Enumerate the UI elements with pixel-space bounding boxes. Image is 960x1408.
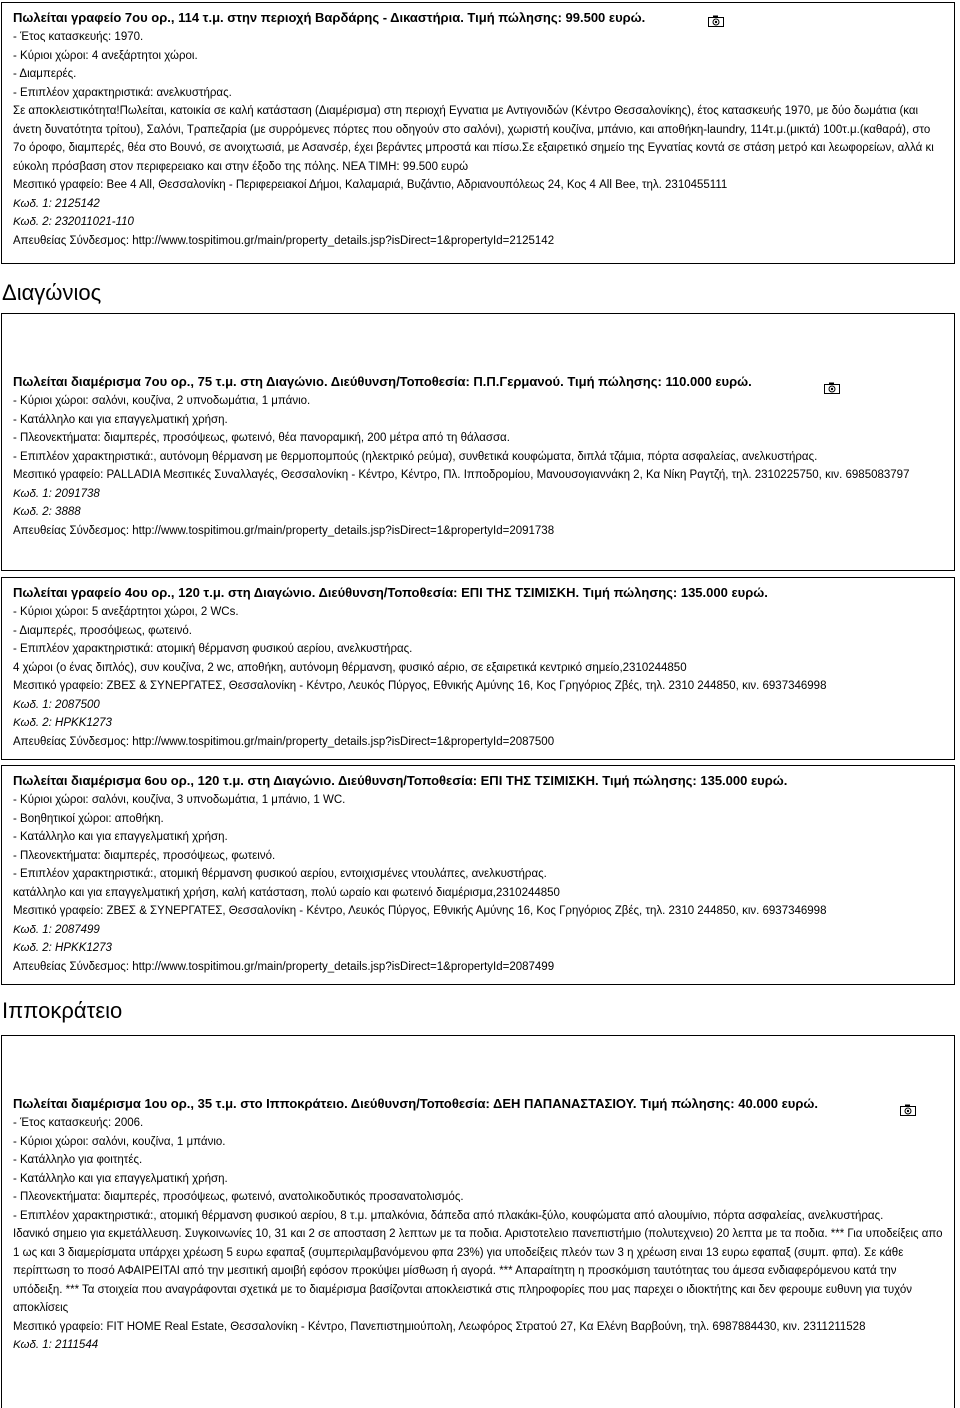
listing-line: - Κατάλληλο για φοιτητές.: [13, 1154, 143, 1166]
section-heading: Ιπποκράτειο: [2, 998, 123, 1023]
listing-agency: Μεσιτικό γραφείο: ΖΒΕΣ & ΣΥΝΕΡΓΑΤΕΣ, Θεσσαλονίκη - Κέντρο, Λευκός Πύργος, Εθνικής Αμύνης 16, Κος Γρηγόριος Ζβές, τηλ. 2310 244850, κιν. 6937346998: [13, 680, 827, 692]
listing-card: [1, 765, 955, 985]
listing-direct-link[interactable]: Απευθείας Σύνδεσμος: http://www.tospitimou.gr/main/property_details.jsp?isDirect=1&propertyId=2087499: [13, 960, 555, 973]
listing-line: - Βοηθητικοί χώροι: αποθήκη.: [13, 812, 164, 825]
listing-code-1: Κωδ. 1: 2091738: [13, 487, 100, 500]
listing-description: κατάλληλο και για επαγγελματική χρήση, καλή κατάσταση, πολύ ωραίο και φωτεινό διαμέρισμα,2310244850: [13, 886, 560, 899]
listing-line: - Επιπλέον χαρακτηριστικά:, αυτόνομη θέρμανση με θερμοπομπούς (ηλεκτρικό ρεύμα), συνθετικά κουφώματα, διπλά τζάμια, πόρτα ασφαλείας, ανελκυστήρας.: [13, 450, 818, 463]
listing-code-1: Κωδ. 1: 2087500: [13, 698, 100, 711]
listing-line: - Πλεονεκτήματα: διαμπερές, προσόψεως, φωτεινό, θέα πανοραμική, 200 μέτρα από τη θάλασσα.: [13, 432, 510, 444]
listing-code-1: Κωδ. 1: 2125142: [13, 197, 100, 210]
listing-direct-link[interactable]: Απευθείας Σύνδεσμος: http://www.tospitimou.gr/main/property_details.jsp?isDirect=1&propertyId=2125142: [13, 234, 555, 247]
listing-agency: Μεσιτικό γραφείο: PALLADIA Μεσιτικές Συναλλαγές, Θεσσαλονίκη - Κέντρο, Κέντρο, Πλ. Ιπποδρομίου, Μανουσογιαννάκη 2, Κα Νίκη Ραγτζή, τηλ. 2310225750, κιν. 6985083797: [13, 469, 910, 481]
listing-card: [1, 2, 955, 264]
section-heading: Διαγώνιος: [2, 280, 102, 305]
listing-line: - Κύριοι χώροι: 4 ανεξάρτητοι χώροι.: [13, 49, 198, 62]
listing-line: - Πλεονεκτήματα: διαμπερές, προσόψεως, φωτεινό, ανατολικοδυτικός προσανατολισμός.: [13, 1191, 464, 1203]
listing-title: Πωλείται διαμέρισμα 7ου ορ., 75 τ.μ. στη Διαγώνιο. Διεύθυνση/Τοποθεσία: Π.Π.Γερμανού. Τιμή πώλησης: 110.000 ευρώ.: [13, 374, 752, 389]
listing-agency: Μεσιτικό γραφείο: FIT HOME Real Estate, Θεσσαλονίκη - Κέντρο, Πανεπιστημιούπολη, Λεωφόρος Στρατού 27, Κα Ελένη Βαρβούνη, τηλ. 6987884430, κιν. 2311211528: [13, 1320, 866, 1333]
listing-code-2: Κωδ. 2: 232011021-110: [13, 216, 134, 228]
listing-line: - Διαμπερές.: [13, 68, 77, 80]
listing-code-1: Κωδ. 1: 2111544: [13, 1339, 99, 1351]
listing-title: Πωλείται γραφείο 7ου ορ., 114 τ.μ. στην περιοχή Βαρδάρης - Δικαστήρια. Τιμή πώλησης: 99.500 ευρώ.: [13, 10, 646, 25]
camera-icon[interactable]: [824, 382, 840, 394]
listing-line: - Κατάλληλο και για επαγγελματική χρήση.: [13, 413, 228, 426]
listing-line: - Κύριοι χώροι: 5 ανεξάρτητοι χώροι, 2 WCs.: [13, 606, 239, 618]
listing-line: - Κατάλληλο και για επαγγελματική χρήση.: [13, 831, 228, 843]
listing-description: Ιδανικό σημειο για εκμετάλλευση. Συγκοινωνίες 10, 31 και 2 σε αποσταση 2 λεπτων με τα ποδια. Αριστοτελειο πανεπιστήμιο (πολυτεχνειο) 20 λεπτα με τα ποδια. *** Για υποδείξεις απο 1 ως και 3 διαμερίσματα υπάρχει χρέωση 5 ευρω εφαπαξ (συμπεριλαμβανόμενου φπα 23%) για υποδείξεις πλεόν των 3 η χρέωση ειναι 13 ευρω εφαπαξ (συμπ. φπα). Σε κάθε περίπτωση το ποσό ΑΦΑΙΡΕΙΤΑΙ από την μεσιτική αμοιβή εφόσον προκύψει μίσθωση ή αγορά. *** Απαραίτητη η προσκόμιση ταυτότητας του άμεσα ενδιαφερόμενου κατά την υπόδειξη. *** Τα στοιχεία που αναγράφονται σχετικά με το διαμέρισμα βασίζονται αποκλειστικά στις πληροφορίες που μας παρεχει ο ιδιοκτήτης και δεν φερουμε ευθυνη για τυχόν αποκλίσεις: [13, 1228, 943, 1314]
listing-line: - Έτος κατασκευής: 2006.: [13, 1117, 144, 1129]
listing-line: - Κατάλληλο και για επαγγελματική χρήση.: [13, 1172, 228, 1185]
camera-icon[interactable]: [708, 15, 724, 27]
listing-line: - Επιπλέον χαρακτηριστικά:, ατομική θέρμανση φυσικού αερίου, εντοιχισμένες ντουλάπες, ανελκυστήρας.: [13, 868, 547, 880]
listing-line: - Επιπλέον χαρακτηριστικά: ατομική θέρμανση φυσικού αερίου, ανελκυστήρας.: [13, 643, 413, 655]
listing-direct-link[interactable]: Απευθείας Σύνδεσμος: http://www.tospitimou.gr/main/property_details.jsp?isDirect=1&propertyId=2087500: [13, 735, 555, 748]
listing-title: Πωλείται διαμέρισμα 6ου ορ., 120 τ.μ. στη Διαγώνιο. Διεύθυνση/Τοποθεσία: ΕΠΙ ΤΗΣ ΤΣΙΜΙΣΚΗ. Τιμή πώλησης: 135.000 ευρώ.: [13, 773, 788, 788]
listing-line: - Έτος κατασκευής: 1970.: [13, 31, 144, 43]
listing-agency: Μεσιτικό γραφείο: ΖΒΕΣ & ΣΥΝΕΡΓΑΤΕΣ, Θεσσαλονίκη - Κέντρο, Λευκός Πύργος, Εθνικής Αμύνης 16, Κος Γρηγόριος Ζβές, τηλ. 2310 244850, κιν. 6937346998: [13, 905, 827, 917]
listing-direct-link[interactable]: Απευθείας Σύνδεσμος: http://www.tospitimou.gr/main/property_details.jsp?isDirect=1&propertyId=2091738: [13, 524, 555, 537]
listing-line: - Πλεονεκτήματα: διαμπερές, προσόψεως, φωτεινό.: [13, 849, 276, 862]
listing-card: [1, 1035, 955, 1408]
listing-title: Πωλείται γραφείο 4ου ορ., 120 τ.μ. στη Διαγώνιο. Διεύθυνση/Τοποθεσία: ΕΠΙ ΤΗΣ ΤΣΙΜΙΣΚΗ. Τιμή πώλησης: 135.000 ευρώ.: [13, 585, 768, 600]
listing-code-2: Κωδ. 2: 3888: [13, 506, 81, 518]
listing-card: [1, 313, 955, 571]
listing-line: - Κύριοι χώροι: σαλόνι, κουζίνα, 1 μπάνιο.: [13, 1135, 226, 1148]
listing-line: - Κύριοι χώροι: σαλόνι, κουζίνα, 2 υπνοδωμάτια, 1 μπάνιο.: [13, 395, 311, 407]
camera-icon[interactable]: [900, 1104, 916, 1116]
listing-code-2: Κωδ. 2: HPKK1273: [13, 717, 112, 729]
listing-description: Σε αποκλειστικότητα!Πωλείται, κατοικία σε καλή κατάσταση (Διαμέρισμα) στη περιοχή Εγνατια με Αντιγονιδών (Κέντρο Θεσσαλονίκης), έτος κατασκευής 1970, με δύο δωμάτια (και άνετη δυνατότητα τρίτου), Σαλόνι, Τραπεζαρία (με συρρόμενες πόρτες που οδηγούν στο σαλόνι), χωριστή κουζίνα, μπάνιο, και αποθήκη-laundry, 114τ.μ.(μικτά) 100τ.μ.(καθαρά), στο 7ο όροφο, διαμπερές, θέα στο Βουνό, σε ανοιχτωσιά, με Ασανσέρ, έχει βεράντες μπροστά και πίσω.Σε εξαιρετικό σημείο της Εγνατίας κοντά σε στάση μετρό και λεωφορείων, αλλά κι εύκολη πρόσβαση στον περιφερειακο και στην έξοδο της πόλης. ΝΕΑ ΤΙΜΗ: 99.500 ευρώ: [13, 105, 934, 173]
listing-line: - Επιπλέον χαρακτηριστικά:, ατομική θέρμανση φυσικού αερίου, 8 τ.μ. μπαλκόνια, δάπεδα από πλακάκι-ξύλο, κουφώματα από αλουμίνιο, πόρτα ασφαλείας, ανελκυστήρας.: [13, 1209, 884, 1222]
listing-code-2: Κωδ. 2: HPKK1273: [13, 942, 112, 954]
listing-code-1: Κωδ. 1: 2087499: [13, 923, 100, 936]
listing-card: [1, 577, 955, 760]
listing-description: 4 χώροι (ο ένας διπλός), συν κουζίνα, 2 wc, αποθήκη, αυτόνομη θέρμανση, φυσικό αέριο, σε εξαιρετικά κεντρικό σημείο,2310244850: [13, 661, 687, 674]
listing-title: Πωλείται διαμέρισμα 1ου ορ., 35 τ.μ. στο Ιπποκράτειο. Διεύθυνση/Τοποθεσία: ΔΕΗ ΠΑΠΑΝΑΣΤΑΣΙΟΥ. Τιμή πώλησης: 40.000 ευρώ.: [13, 1096, 818, 1111]
listing-line: - Επιπλέον χαρακτηριστικά: ανελκυστήρας.: [13, 86, 232, 99]
listing-line: - Κύριοι χώροι: σαλόνι, κουζίνα, 3 υπνοδωμάτια, 1 μπάνιο, 1 WC.: [13, 794, 346, 806]
listing-agency: Μεσιτικό γραφείο: Bee 4 All, Θεσσαλονίκη - Περιφερειακοί Δήμοι, Καλαμαριά, Βυζάντιο, Αδριανουπόλεως 24, Κος 4 All Bee, τηλ. 2310455111: [13, 179, 728, 191]
listing-line: - Διαμπερές, προσόψεως, φωτεινό.: [13, 624, 193, 637]
